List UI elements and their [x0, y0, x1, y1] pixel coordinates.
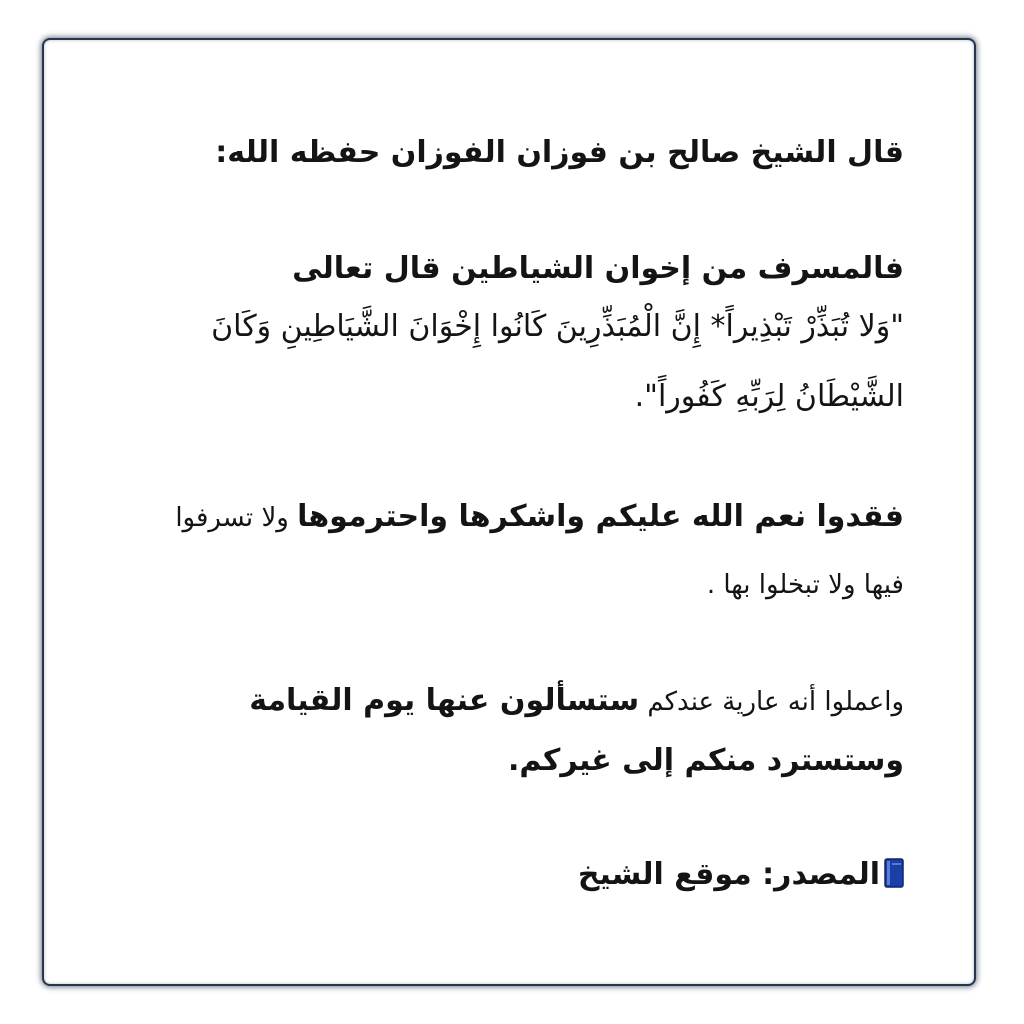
heading-text: قال الشيخ صالح بن فوزان الفوزان حفظه الله:	[215, 135, 904, 170]
paragraph-2-line-1	[175, 499, 904, 534]
source-text: المصدر: موقع الشيخ	[577, 857, 880, 892]
paragraph-3-normal-text: واعملوا أنه عارية عندكم	[639, 687, 904, 717]
blue-book-icon	[884, 858, 904, 888]
source-line	[578, 858, 904, 890]
paragraph-3-line-2: وستسترد منكم إلى غيركم.	[507, 743, 904, 778]
paragraph-2-bold-text: فقدوا نعم الله عليكم واشكرها واحترموها	[297, 499, 904, 534]
quran-verse-line-1: "وَلا تُبَذِّرْ تَبْذِيراً* إِنَّ الْمُبَذِّرِينَ كَانُوا إِخْوَانَ الشَّيَاطِينِ وَكَانَ	[211, 309, 904, 344]
paragraph-2-normal-text: ولا تسرفوا	[175, 503, 298, 533]
paragraph-3-bold-text: ستسألون عنها يوم القيامة	[249, 683, 640, 718]
paragraph-1-intro: فالمسرف من إخوان الشياطين قال تعالى	[292, 251, 904, 286]
paragraph-3-line-1	[249, 683, 904, 718]
quran-verse-line-2: الشَّيْطَانُ لِرَبِّهِ كَفُوراً".	[634, 379, 904, 414]
paragraph-2-line-2: فيها ولا تبخلوا بها .	[706, 570, 904, 600]
